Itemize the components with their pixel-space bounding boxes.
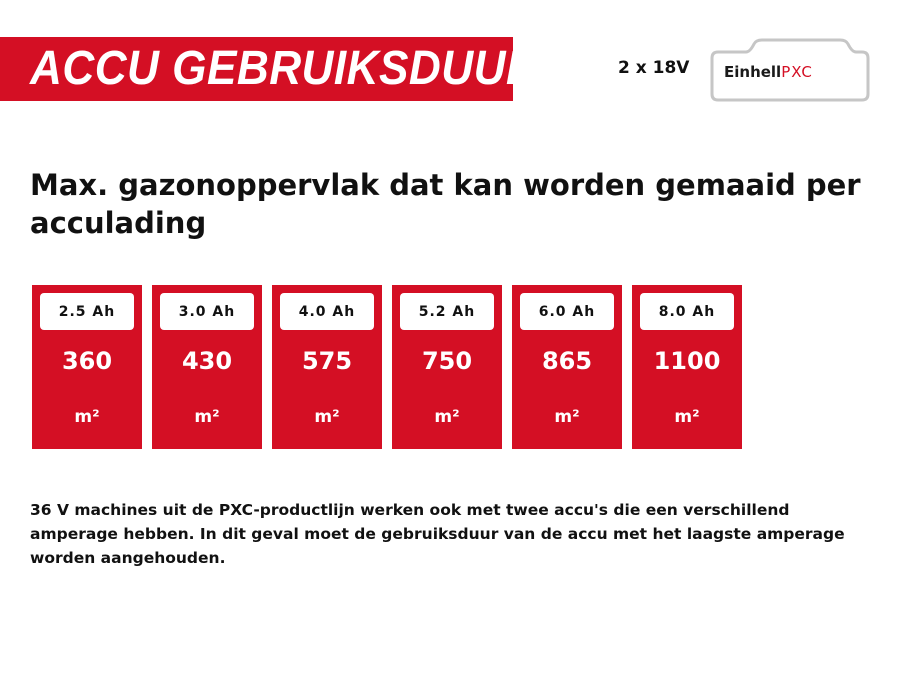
battery-card — [272, 285, 382, 449]
area-unit: m² — [434, 407, 460, 427]
voltage-label: 2 x 18V — [618, 58, 690, 78]
capacity-label: 3.0 Ah — [160, 293, 254, 330]
title-banner — [0, 37, 539, 101]
brand-logo — [724, 63, 813, 81]
area-value: 430 — [181, 347, 233, 375]
area-value: 750 — [421, 347, 473, 375]
battery-card — [632, 285, 742, 449]
capacity-label: 4.0 Ah — [280, 293, 374, 330]
capacity-label: 5.2 Ah — [400, 293, 494, 330]
area-unit: m² — [194, 407, 220, 427]
capacity-label: 2.5 Ah — [40, 293, 134, 330]
capacity-label: 6.0 Ah — [520, 293, 614, 330]
page-title: ACCU GEBRUIKSDUUR — [30, 42, 539, 95]
battery-card — [32, 285, 142, 449]
brand-name: Einhell — [724, 63, 782, 81]
section-heading: Max. gazonoppervlak dat kan worden gemaaid per acculading — [30, 168, 861, 240]
area-unit: m² — [74, 407, 100, 427]
area-value: 575 — [301, 347, 353, 375]
capacity-label: 8.0 Ah — [640, 293, 734, 330]
compatibility-note: 36 V machines uit de PXC-productlijn werken ook met twee accu's die een verschillend amperage hebben. In dit geval moet de gebruiksduur van de accu met het laagste amperage worden aangehouden. — [30, 501, 845, 567]
area-unit: m² — [674, 407, 700, 427]
battery-card — [512, 285, 622, 449]
battery-card — [152, 285, 262, 449]
area-value: 865 — [541, 347, 593, 375]
area-unit: m² — [554, 407, 580, 427]
area-unit: m² — [314, 407, 340, 427]
area-value: 1100 — [653, 347, 721, 375]
product-line: PXC — [781, 63, 813, 81]
battery-card — [392, 285, 502, 449]
area-value: 360 — [61, 347, 113, 375]
